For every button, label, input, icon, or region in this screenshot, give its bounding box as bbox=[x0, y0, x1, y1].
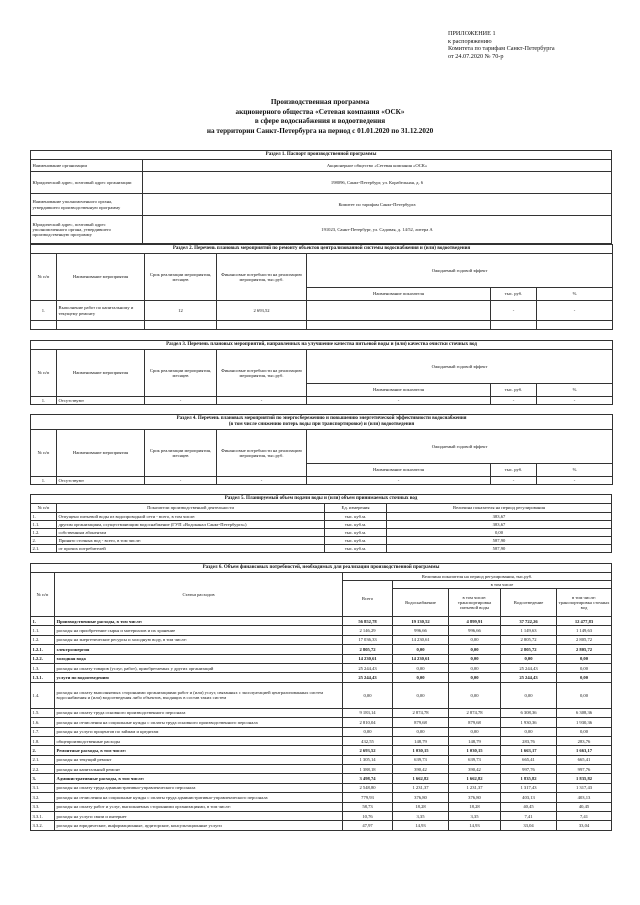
cell: расходы на отчисления на социальные нужды с оплаты труда основного производственного персонала bbox=[55, 718, 343, 727]
cell: - bbox=[307, 477, 491, 485]
cell: холодная вода bbox=[55, 654, 343, 663]
cell: другим организациям, осуществляющим водоснабжение (ГУП «Водоканал Санкт-Петербурга») bbox=[57, 521, 325, 529]
col-header: Величина показателя на период регулирования bbox=[387, 504, 612, 513]
cell: 1.2. bbox=[31, 635, 55, 644]
col-header: Наименование мероприятия bbox=[57, 430, 145, 477]
cell: 1 305,14 bbox=[343, 755, 393, 764]
cell: 58,73 bbox=[343, 802, 393, 811]
cell: 997,76 bbox=[501, 765, 557, 774]
cell: 1 662,82 bbox=[449, 774, 501, 783]
table-row bbox=[31, 812, 612, 821]
cell: расходы на оплату выполняемых сторонними организациями работ и (или) услуг, связанных с эксплуатацией централизованных систем водоснабжения и (или) водоотведения либо объектов, входящих в состав таких систем bbox=[55, 682, 343, 708]
cell: 1 030,15 bbox=[393, 746, 449, 755]
col-subheader: Наименование показателя bbox=[307, 384, 491, 397]
cell: Отсутствуют bbox=[57, 477, 145, 485]
cell: 1 835,82 bbox=[501, 774, 557, 783]
cell: 1 663,17 bbox=[501, 746, 557, 755]
table-row bbox=[31, 673, 612, 682]
cell: расходы на оплату товаров (услуг, работ), приобретаемых у других организаций bbox=[55, 663, 343, 672]
cell: 0,00 bbox=[449, 654, 501, 663]
cell: - bbox=[491, 397, 537, 405]
table-row bbox=[31, 635, 612, 644]
section-6-header: Раздел 6. Объем финансовых потребностей, необходимых для реализации производственной программы bbox=[31, 564, 612, 573]
section-2-header: Раздел 2. Перечень плановых мероприятий по ремонту объектов централизованной системы водоснабжения и (или) водоотведения bbox=[31, 245, 613, 254]
cell: 37 722,26 bbox=[501, 617, 557, 626]
passport-value: 198096, Санкт-Петербург, ул. Корабельная, д. 6 bbox=[143, 172, 612, 194]
cell: 376,80 bbox=[449, 793, 501, 802]
col-subheader: Наименование показателя bbox=[307, 464, 491, 477]
cell: 7,41 bbox=[557, 812, 612, 821]
cell: тыс. куб.м. bbox=[325, 545, 387, 553]
cell: 0,00 bbox=[449, 645, 501, 654]
cell: 0,00 bbox=[449, 727, 501, 736]
cell: 1.1. bbox=[31, 626, 55, 635]
cell: расходы на услуги процентов по займам и кредитам bbox=[55, 727, 343, 736]
cell: 1. bbox=[31, 513, 57, 521]
cell: - bbox=[537, 397, 613, 405]
cell: от прочих потребителей bbox=[57, 545, 325, 553]
cell: 2 810,04 bbox=[343, 718, 393, 727]
cell: 376,80 bbox=[393, 793, 449, 802]
cell: 0,00 bbox=[393, 673, 449, 682]
cell: 7,41 bbox=[501, 812, 557, 821]
cell: 14,93 bbox=[393, 821, 449, 830]
table-row bbox=[31, 783, 612, 792]
cell: расходы на оплату работ и услуг, выполняемых сторонними организациями, в том числе: bbox=[55, 802, 343, 811]
table-row bbox=[31, 755, 612, 764]
section-5-volumes bbox=[30, 494, 612, 553]
cell: 0,00 bbox=[393, 682, 449, 708]
section-3-quality bbox=[30, 340, 612, 405]
cell: 2 805,72 bbox=[557, 645, 612, 654]
cell: 14 230,61 bbox=[393, 654, 449, 663]
cell: Отпущено питьевой воды из водопроводной сети - всего, в том числе: bbox=[57, 513, 325, 521]
section-4-energy bbox=[30, 414, 612, 485]
cell: 665,41 bbox=[557, 755, 612, 764]
cell: 0,00 bbox=[449, 682, 501, 708]
cell: 3.3. bbox=[31, 802, 55, 811]
table-row bbox=[31, 774, 612, 783]
col-header: Ожидаемый годовой эффект bbox=[307, 350, 613, 384]
cell: Отсутствуют bbox=[57, 397, 145, 405]
cell: 47,97 bbox=[343, 821, 393, 830]
cell: - bbox=[145, 477, 217, 485]
cell: Ремонтные расходы, в том числе: bbox=[55, 746, 343, 755]
table-row bbox=[31, 513, 612, 521]
cell: - bbox=[537, 301, 613, 321]
cell: 56 852,78 bbox=[343, 617, 393, 626]
col-header: в том числе: транспортировка питьевой воды bbox=[449, 589, 501, 617]
cell: 2. bbox=[31, 746, 55, 755]
passport-label: Наименование уполномоченного органа, утвердившего производственную программу bbox=[31, 194, 143, 216]
appendix-line: Комитета по тарифам Санкт-Петербурга bbox=[448, 45, 555, 53]
cell: 3.3.2. bbox=[31, 821, 55, 830]
table-row bbox=[31, 663, 612, 672]
cell: - bbox=[217, 477, 307, 485]
table-row bbox=[31, 301, 613, 321]
table-row bbox=[31, 654, 612, 663]
cell: 14 230,61 bbox=[343, 654, 393, 663]
cell: 2 805,72 bbox=[343, 645, 393, 654]
cell: 996,66 bbox=[449, 626, 501, 635]
cell: 6 308,36 bbox=[557, 708, 612, 717]
table-row bbox=[31, 765, 612, 774]
cell: 1.1. bbox=[31, 521, 57, 529]
col-header: Наименование мероприятия bbox=[57, 350, 145, 397]
cell: 383,67 bbox=[387, 521, 612, 529]
table-row bbox=[31, 521, 612, 529]
table-row bbox=[31, 746, 612, 755]
table-row bbox=[31, 545, 612, 553]
cell: 665,41 bbox=[501, 755, 557, 764]
table-row bbox=[31, 727, 612, 736]
cell: Административные расходы, в том числе: bbox=[55, 774, 343, 783]
cell: расходы на услуги связи и интернет bbox=[55, 812, 343, 821]
cell: 25 244,43 bbox=[343, 663, 393, 672]
cell: 1.4. bbox=[31, 682, 55, 708]
cell: 1. bbox=[31, 477, 57, 485]
cell: 283,76 bbox=[557, 736, 612, 745]
cell: 2 548,80 bbox=[343, 783, 393, 792]
cell: 17 036,33 bbox=[343, 635, 393, 644]
cell: 587,90 bbox=[387, 537, 612, 545]
table-row bbox=[31, 736, 612, 745]
col-header: Наименование мероприятия bbox=[57, 254, 145, 301]
passport-label: Юридический адрес, почтовый адрес организации bbox=[31, 172, 143, 194]
cell: 25 244,43 bbox=[343, 673, 393, 682]
cell: 2 874,78 bbox=[393, 708, 449, 717]
cell: 2.2. bbox=[31, 765, 55, 774]
col-subheader: % bbox=[537, 384, 613, 397]
col-header: Величина показателя на период регулирования, тыс.руб. bbox=[343, 573, 612, 581]
cell: 3.3.1. bbox=[31, 812, 55, 821]
cell: 1.2.2. bbox=[31, 654, 55, 663]
table-row bbox=[31, 708, 612, 717]
cell: 33,04 bbox=[557, 821, 612, 830]
cell: расходы на капитальный ремонт bbox=[55, 765, 343, 774]
table-row bbox=[31, 682, 612, 708]
table-row bbox=[31, 802, 612, 811]
section-3-header: Раздел 3. Перечень плановых мероприятий, направленных на улучшение качества питьевой воды и (или) качества очистки сточных вод bbox=[31, 341, 613, 350]
section-1-header: Раздел 1. Паспорт производственной программы bbox=[31, 151, 612, 160]
cell: 2.1. bbox=[31, 545, 57, 553]
cell: 996,66 bbox=[393, 626, 449, 635]
cell: 0,00 bbox=[449, 663, 501, 672]
col-subheader: % bbox=[537, 288, 613, 301]
cell: 1.7. bbox=[31, 727, 55, 736]
col-header: Финансовые потребности на реализацию мероприятия, тыс.руб. bbox=[217, 254, 307, 301]
cell: расходы на энергетические ресурсы и холодную воду, в том числе: bbox=[55, 635, 343, 644]
cell: 0,00 bbox=[449, 635, 501, 644]
cell: 1.2.1. bbox=[31, 645, 55, 654]
cell: 14,93 bbox=[449, 821, 501, 830]
col-header: Срок реализации мероприятия, месяцев bbox=[145, 254, 217, 301]
cell: 0,00 bbox=[501, 727, 557, 736]
col-subheader: тыс. руб. bbox=[491, 384, 537, 397]
cell: 779,93 bbox=[343, 793, 393, 802]
table-row bbox=[31, 537, 612, 545]
cell: 0,00 bbox=[343, 727, 393, 736]
cell: тыс. куб.м. bbox=[325, 513, 387, 521]
cell: 1.2. bbox=[31, 529, 57, 537]
col-header: Финансовые потребности на реализацию мероприятия, тыс.руб. bbox=[217, 350, 307, 397]
cell: 403,13 bbox=[501, 793, 557, 802]
cell: 10,76 bbox=[343, 812, 393, 821]
col-header: Финансовые потребности на реализацию мероприятия, тыс.руб. bbox=[217, 430, 307, 477]
title-line: в сфере водоснабжения и водоотведения bbox=[254, 117, 386, 126]
cell: 1. bbox=[31, 617, 55, 626]
cell: 12 bbox=[145, 301, 217, 321]
cell: 2 146,29 bbox=[343, 626, 393, 635]
cell: 0,00 bbox=[393, 727, 449, 736]
cell: 148,79 bbox=[449, 736, 501, 745]
section-5-header: Раздел 5. Планируемый объем подачи воды и (или) объем принимаемых сточных вод bbox=[31, 495, 612, 504]
cell: 0,00 bbox=[557, 663, 612, 672]
cell: 33,04 bbox=[501, 821, 557, 830]
cell: 2 693,52 bbox=[343, 746, 393, 755]
col-header: Ожидаемый годовой эффект bbox=[307, 254, 613, 288]
cell: 18,28 bbox=[449, 802, 501, 811]
cell: 997,76 bbox=[557, 765, 612, 774]
cell: - bbox=[537, 477, 613, 485]
cell: 2 805,72 bbox=[501, 635, 557, 644]
appendix-note bbox=[448, 30, 555, 60]
cell: 1.6. bbox=[31, 718, 55, 727]
cell: 0,00 bbox=[557, 654, 612, 663]
cell: 1.3. bbox=[31, 663, 55, 672]
cell: 1. bbox=[31, 397, 57, 405]
col-header: Срок реализации мероприятия, месяцев bbox=[145, 430, 217, 477]
col-subheader: тыс. руб. bbox=[491, 288, 537, 301]
document-title bbox=[0, 98, 640, 136]
col-header: Ожидаемый годовой эффект bbox=[307, 430, 613, 464]
cell: 879,68 bbox=[393, 718, 449, 727]
cell: 2 693,52 bbox=[217, 301, 307, 321]
col-subheader: тыс. руб. bbox=[491, 464, 537, 477]
cell: расходы на юридические, информационные, аудиторские, консультационные услуги bbox=[55, 821, 343, 830]
cell: общепроизводственные расходы bbox=[55, 736, 343, 745]
cell: 0,00 bbox=[557, 727, 612, 736]
cell: Производственные расходы, в том числе: bbox=[55, 617, 343, 626]
cell: 0,00 bbox=[387, 529, 612, 537]
appendix-line: ПРИЛОЖЕНИЕ 1 bbox=[448, 30, 496, 37]
cell: 0,00 bbox=[449, 673, 501, 682]
table-row bbox=[31, 477, 613, 485]
col-header: № п/п bbox=[31, 573, 55, 617]
cell: 2 805,72 bbox=[501, 645, 557, 654]
cell: расходы на оплату труда административно-управленческого персонала bbox=[55, 783, 343, 792]
table-row bbox=[31, 617, 612, 626]
cell: 403,13 bbox=[557, 793, 612, 802]
cell: 3.2. bbox=[31, 793, 55, 802]
cell: - bbox=[491, 477, 537, 485]
col-subheader: Наименование показателя bbox=[307, 288, 491, 301]
cell: 2 805,72 bbox=[557, 635, 612, 644]
cell: 0,00 bbox=[501, 682, 557, 708]
cell: 283,76 bbox=[501, 736, 557, 745]
cell: расходы на текущий ремонт bbox=[55, 755, 343, 764]
cell: 879,68 bbox=[449, 718, 501, 727]
cell: 3.1. bbox=[31, 783, 55, 792]
col-header: Водоотведение bbox=[501, 589, 557, 617]
cell: расходы на приобретение сырья и материалов и их хранение bbox=[55, 626, 343, 635]
table-row bbox=[31, 793, 612, 802]
cell: Принято сточных вод - всего, в том числе: bbox=[57, 537, 325, 545]
cell: тыс. куб.м. bbox=[325, 529, 387, 537]
cell: 9 183,14 bbox=[343, 708, 393, 717]
cell: 1.5. bbox=[31, 708, 55, 717]
section-4-header-line: Раздел 4. Перечень плановых мероприятий по энергосбережению и повышению энергетической эффективности водоснабжения bbox=[176, 415, 467, 421]
cell: услуги по водоотведению bbox=[55, 673, 343, 682]
cell: 12 477,83 bbox=[557, 617, 612, 626]
table-row bbox=[31, 529, 612, 537]
cell: 0,00 bbox=[557, 673, 612, 682]
section-2-repairs bbox=[30, 244, 612, 330]
cell: - bbox=[145, 397, 217, 405]
cell: 18,28 bbox=[393, 802, 449, 811]
title-line: акционерного общества «Сетевая компания «ОСК» bbox=[235, 107, 405, 116]
cell: 4 899,91 bbox=[449, 617, 501, 626]
cell: 3. bbox=[31, 774, 55, 783]
cell: Выполнение работ по капитальному и текущему ремонту bbox=[57, 301, 145, 321]
cell: 25 244,43 bbox=[501, 663, 557, 672]
cell bbox=[307, 301, 491, 321]
section-1-passport bbox=[30, 150, 612, 244]
table-row bbox=[31, 821, 612, 830]
cell: 2.1. bbox=[31, 755, 55, 764]
col-header: Статьи расходов bbox=[55, 573, 343, 617]
col-header: Показатели производственной деятельности bbox=[57, 504, 325, 513]
cell: 3,35 bbox=[449, 812, 501, 821]
cell: 1 388,18 bbox=[343, 765, 393, 774]
col-header: № п/п bbox=[31, 504, 57, 513]
col-subheader: % bbox=[537, 464, 613, 477]
table-row bbox=[31, 718, 612, 727]
col-header: Ед. измерения bbox=[325, 504, 387, 513]
cell: 3,35 bbox=[393, 812, 449, 821]
cell: 0,00 bbox=[343, 682, 393, 708]
appendix-line: к распоряжению bbox=[448, 37, 492, 45]
cell: 0,00 bbox=[393, 663, 449, 672]
cell: 2 874,78 bbox=[449, 708, 501, 717]
cell: 1 317,43 bbox=[557, 783, 612, 792]
col-header: в том числе bbox=[393, 581, 612, 589]
cell: 14 230,61 bbox=[393, 635, 449, 644]
cell: расходы на оплату труда основного производственного персонала bbox=[55, 708, 343, 717]
cell: 639,73 bbox=[393, 755, 449, 764]
cell: 1 231,37 bbox=[449, 783, 501, 792]
cell: 2. bbox=[31, 537, 57, 545]
cell: 6 308,36 bbox=[501, 708, 557, 717]
cell: 1 149,63 bbox=[557, 626, 612, 635]
title-line: на территории Санкт-Петербурга на период с 01.01.2020 по 31.12.2020 bbox=[206, 126, 434, 135]
cell: 432,55 bbox=[343, 736, 393, 745]
cell: 1 149,63 bbox=[501, 626, 557, 635]
cell: 390,42 bbox=[449, 765, 501, 774]
cell: 0,00 bbox=[393, 645, 449, 654]
cell: 1.3.1. bbox=[31, 673, 55, 682]
cell: 40,45 bbox=[557, 802, 612, 811]
cell: - bbox=[491, 301, 537, 321]
cell: 1 930,36 bbox=[501, 718, 557, 727]
passport-label: Наименование организации bbox=[31, 160, 143, 172]
cell: 1 317,43 bbox=[501, 783, 557, 792]
cell: электроэнергия bbox=[55, 645, 343, 654]
cell: 1 663,17 bbox=[557, 746, 612, 755]
section-4-header bbox=[31, 415, 613, 430]
cell: 0,00 bbox=[501, 654, 557, 663]
col-header: в том числе: транспортировка сточных вод bbox=[557, 589, 612, 617]
cell: - bbox=[307, 397, 491, 405]
cell: собственным абонентам bbox=[57, 529, 325, 537]
passport-value: Акционерное общество «Сетевая компания «ОСК» bbox=[143, 160, 612, 172]
cell: 19 130,52 bbox=[393, 617, 449, 626]
cell: 587,90 bbox=[387, 545, 612, 553]
cell: 1 030,15 bbox=[449, 746, 501, 755]
col-header: Всего bbox=[343, 581, 393, 617]
table-row bbox=[31, 397, 613, 405]
passport-label: Юридический адрес, почтовый адрес уполномоченного органа, утвердившего производственную программу bbox=[31, 216, 143, 244]
passport-value: 191023, Санкт-Петербург, ул. Садовая, д. 14/52, литера А bbox=[143, 216, 612, 244]
section-4-header-line: (в том числе снижению потерь воды при транспортировке) и (или) водоотведения bbox=[228, 422, 415, 427]
cell: 1 662,82 bbox=[393, 774, 449, 783]
cell: 639,73 bbox=[449, 755, 501, 764]
appendix-line: от 24.07.2020 № 70-р bbox=[448, 52, 504, 60]
cell: расходы на отчисления на социальные нужды с оплаты труда административно-управленческого персонала bbox=[55, 793, 343, 802]
cell: 1.8. bbox=[31, 736, 55, 745]
col-header: Срок реализации мероприятия, месяцев bbox=[145, 350, 217, 397]
cell: 383,67 bbox=[387, 513, 612, 521]
cell: 1 930,36 bbox=[557, 718, 612, 727]
cell: тыс. куб.м. bbox=[325, 521, 387, 529]
cell: 1. bbox=[31, 301, 57, 321]
title-line: Производственная программа bbox=[270, 98, 370, 106]
section-6-finance bbox=[30, 563, 612, 831]
table-row bbox=[31, 645, 612, 654]
cell: 1 835,82 bbox=[557, 774, 612, 783]
cell: 0,00 bbox=[557, 682, 612, 708]
cell: 148,79 bbox=[393, 736, 449, 745]
cell: 3 498,74 bbox=[343, 774, 393, 783]
table-row bbox=[31, 626, 612, 635]
col-header: Водоснабжение bbox=[393, 589, 449, 617]
passport-value: Комитет по тарифам Санкт-Петербурга bbox=[143, 194, 612, 216]
cell: тыс. куб.м. bbox=[325, 537, 387, 545]
cell: 390,42 bbox=[393, 765, 449, 774]
cell: 25 244,43 bbox=[501, 673, 557, 682]
col-header: № п/п bbox=[31, 254, 57, 301]
cell: 40,45 bbox=[501, 802, 557, 811]
col-header: № п/п bbox=[31, 430, 57, 477]
cell: - bbox=[217, 397, 307, 405]
col-header: № п/п bbox=[31, 350, 57, 397]
cell: 1 231,37 bbox=[393, 783, 449, 792]
